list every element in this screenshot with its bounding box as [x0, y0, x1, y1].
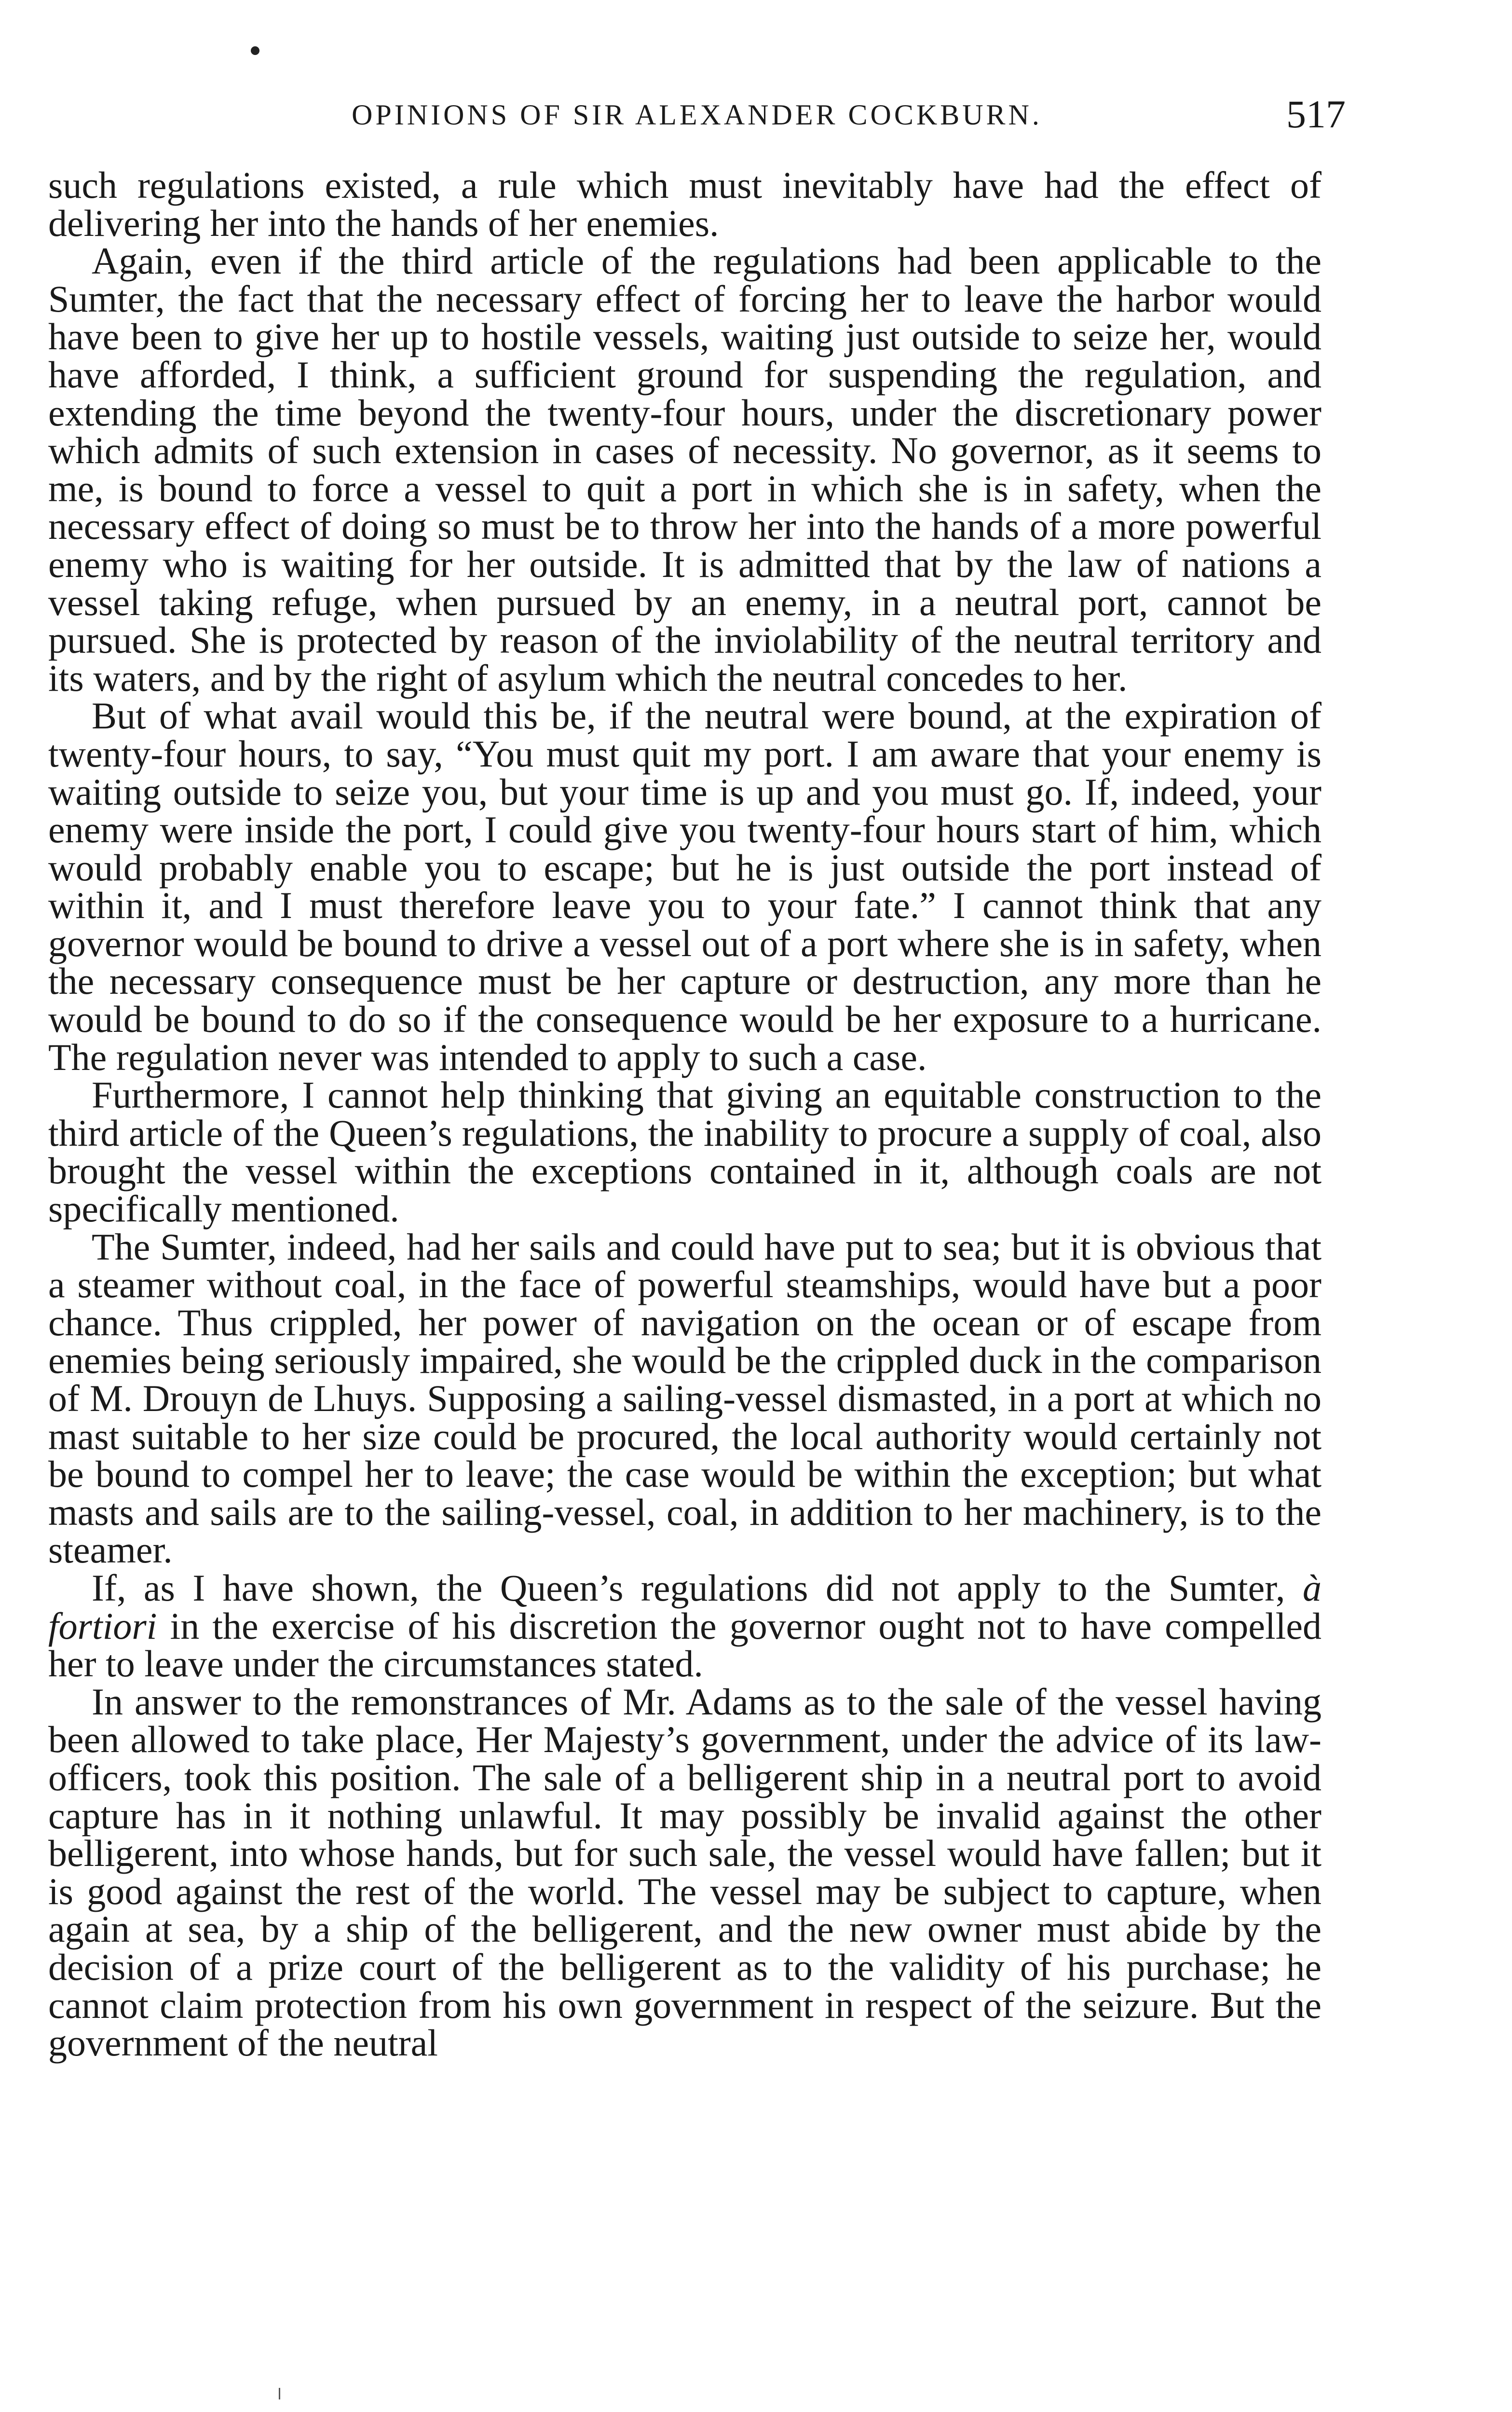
fortiori-tail: in the exercise of his discretion the governor ought not to have compelled her to leave under the circumstances stated.	[48, 1604, 1321, 1685]
paragraph-steamer: The Sumter, indeed, had her sails and could have put to sea; but it is obvious that a steamer without coal, in the face of powerful steamships, would have but a poor chance. Thus crippled, her power of navigation on the ocean or of escape from enemies being seriously impaired, she would be the crippled duck in the comparison of M. Drouyn de Lhuys. Supposing a sailing-vessel dismasted, in a port at which no mast suitable to her size could be procured, the local authority would certainly not be bound to compel her to leave; the case would be within the exception; but what masts and sails are to the sailing-vessel, coal, in addition to her machinery, is to the steamer.	[48, 1225, 1321, 1571]
paragraph-continued: such regulations existed, a rule which must inevitably have had the effect of delivering her into the hands of her enemies.	[48, 164, 1321, 244]
running-head	[48, 92, 1346, 145]
body-text	[48, 166, 1321, 2062]
paragraph-fortiori	[48, 1566, 1321, 1685]
paragraph-coal-supply: Furthermore, I cannot help thinking that giving an equitable construction to the third article of the Queen’s regulations, the inability to procure a supply of coal, also brought the vessel within the exceptions contained in it, although coals are not specifically mentioned.	[48, 1074, 1321, 1230]
page-number: 517	[1286, 92, 1346, 136]
ink-speck	[251, 46, 259, 55]
running-title: OPINIONS OF SIR ALEXANDER COCKBURN.	[352, 99, 1042, 131]
paragraph-sale-of-vessel: In answer to the remonstrances of Mr. Adams as to the sale of the vessel having been allowed to take place, Her Majesty’s government, under the advice of its law-officers, took this position. The sale of a belligerent ship in a neutral port to avoid capture has in it nothing unlawful. It may possibly be invalid against the other belligerent, into whose hands, but for such sale, the vessel would have fallen; but it is good against the rest of the world. The vessel may be subject to capture, when again at sea, by a ship of the belligerent, and the new owner must abide by the decision of a prize court of the belligerent as to the validity of his purchase; he cannot claim protection from his own government in respect of the seizure. But the government of the neutral	[48, 1680, 1321, 2064]
paragraph-neutral-avail: But of what avail would this be, if the neutral were bound, at the expiration of twenty-four hours, to say, “You must quit my port. I am aware that your enemy is waiting outside to seize you, but your time is up and you must go. If, indeed, your enemy were inside the port, I could give you twenty-four hours start of him, which would probably enable you to escape; but he is just outside the port instead of within it, and I must therefore leave you to your fate.” I cannot think that any governor would be bound to drive a vessel out of a port where she is in safety, when the necessary consequence must be her capture or destruction, any more than he would be bound to do so if the consequence would be her exposure to a hurricane. The regulation never was intended to apply to such a case.	[48, 695, 1321, 1078]
fortiori-lead: If, as I have shown, the Queen’s regulations did not apply to the Sumter,	[92, 1566, 1303, 1609]
fortiori-italic: à fortiori	[48, 1566, 1321, 1647]
paragraph-sumter-harbor: Again, even if the third article of the regulations had been applicable to the Sumter, the fact that the necessary effect of forcing her to leave the harbor would have been to give her up to hostile vessels, waiting just outside to seize her, would have afforded, I think, a sufficient ground for suspending the regulation, and extending the time beyond the twenty-four hours, under the discretionary power which admits of such extension in cases of necessity. No governor, as it seems to me, is bound to force a vessel to quit a port in which she is in safety, when the necessary effect of doing so must be to throw her into the hands of a more powerful enemy who is waiting for her outside. It is admitted that by the law of nations a vessel taking refuge, when pursued by an enemy, in a neutral port, cannot be pursued. She is protected by reason of the inviolability of the neutral territory and its waters, and by the right of asylum which the neutral concedes to her.	[48, 240, 1321, 699]
ink-tick	[279, 2388, 280, 2399]
